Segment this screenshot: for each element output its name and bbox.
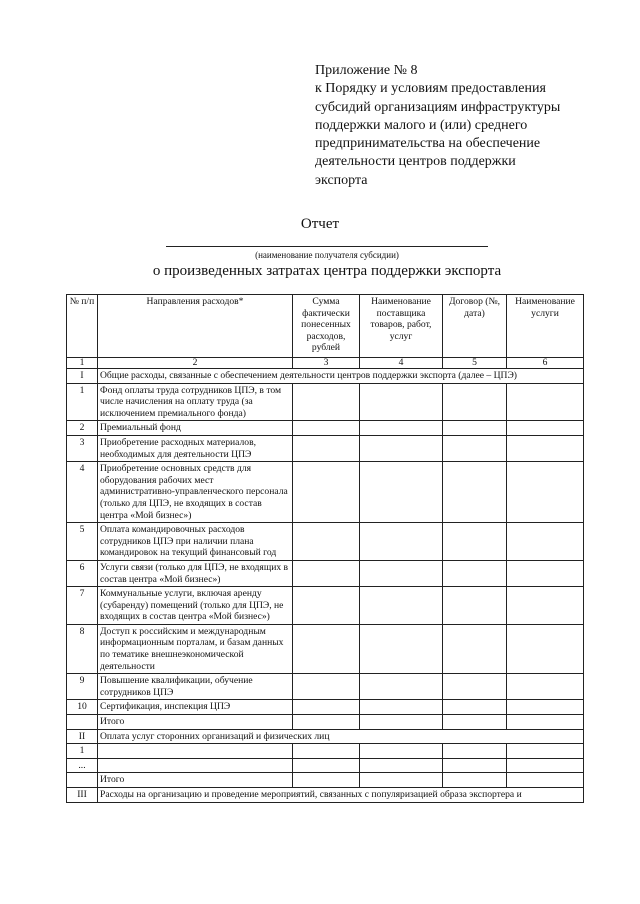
row-number: 2 (67, 421, 98, 436)
appendix-line: поддержки малого и (или) среднего (315, 117, 528, 133)
total-label: Итого (98, 715, 293, 730)
cell-contract[interactable] (443, 700, 507, 715)
cell-supplier[interactable] (360, 523, 443, 561)
header-contract: Договор (№, дата) (443, 295, 507, 358)
cell-supplier[interactable] (360, 462, 443, 523)
row-number: 9 (67, 674, 98, 700)
cell-contract[interactable] (443, 523, 507, 561)
cell-amount[interactable] (293, 421, 360, 436)
appendix-line: предпринимательства на обеспечение (315, 136, 541, 152)
row-number: 4 (67, 462, 98, 523)
cell-service[interactable] (507, 462, 584, 523)
row-expense: Повышение квалификации, обучение сотрудников ЦПЭ (98, 674, 293, 700)
header-expense-direction: Направления расходов* (98, 295, 293, 358)
cell-amount[interactable] (293, 523, 360, 561)
cell-contract[interactable] (443, 624, 507, 673)
table-row (67, 700, 584, 715)
column-number: 5 (443, 358, 507, 369)
row-expense: Коммунальные услуги, включая аренду (субаренду) помещений (только для ЦПЭ, не входящих в состав центра «Мой бизнес») (98, 587, 293, 625)
appendix-line: Приложение № 8 (315, 63, 418, 78)
row-expense: Приобретение расходных материалов, необходимых для деятельности ЦПЭ (98, 435, 293, 461)
table-row (67, 383, 584, 421)
cell-service[interactable] (507, 674, 584, 700)
cell-amount[interactable] (293, 773, 360, 788)
table-row (67, 624, 584, 673)
cell-service[interactable] (507, 758, 584, 773)
row-number: 1 (67, 744, 98, 759)
column-number-row (67, 358, 584, 369)
cell-supplier[interactable] (360, 624, 443, 673)
row-number-empty (67, 715, 98, 730)
cell-supplier[interactable] (360, 435, 443, 461)
cell-service[interactable] (507, 715, 584, 730)
header-supplier: Наименование поставщика товаров, работ, услуг (360, 295, 443, 358)
row-number-empty (67, 773, 98, 788)
table-row (67, 587, 584, 625)
table-row (67, 560, 584, 586)
row-expense[interactable] (98, 758, 293, 773)
total-row (67, 715, 584, 730)
row-expense: Сертификация, инспекция ЦПЭ (98, 700, 293, 715)
row-number: 5 (67, 523, 98, 561)
cell-service[interactable] (507, 744, 584, 759)
table-row (67, 435, 584, 461)
cell-amount[interactable] (293, 744, 360, 759)
table-row (67, 744, 584, 759)
row-expense: Приобретение основных средств для оборудования рабочих мест административно-управленческого персонала (только для ЦПЭ, не входящих в состав центра «Мой бизнес») (98, 462, 293, 523)
section-row (67, 369, 584, 384)
cell-service[interactable] (507, 383, 584, 421)
row-number: ... (67, 758, 98, 773)
cell-service[interactable] (507, 773, 584, 788)
row-expense[interactable] (98, 744, 293, 759)
row-number: 8 (67, 624, 98, 673)
section-title: Общие расходы, связанные с обеспечением деятельности центров поддержки экспорта (далее – ЦПЭ) (98, 369, 584, 384)
column-number: 3 (293, 358, 360, 369)
cell-amount[interactable] (293, 624, 360, 673)
cell-service[interactable] (507, 587, 584, 625)
row-expense: Оплата командировочных расходов сотрудников ЦПЭ при наличии плана командировок на текущий финансовый год (98, 523, 293, 561)
cell-supplier[interactable] (360, 744, 443, 759)
cell-amount[interactable] (293, 700, 360, 715)
cell-supplier[interactable] (360, 421, 443, 436)
section-title: Расходы на организацию и проведение мероприятий, связанных с популяризацией образа экспортера и (98, 788, 584, 803)
cell-supplier[interactable] (360, 715, 443, 730)
row-number: 7 (67, 587, 98, 625)
row-number: 1 (67, 383, 98, 421)
cell-supplier[interactable] (360, 700, 443, 715)
appendix-line: экспорта (315, 172, 368, 188)
cell-service[interactable] (507, 624, 584, 673)
cell-contract[interactable] (443, 462, 507, 523)
cell-contract[interactable] (443, 435, 507, 461)
cell-amount[interactable] (293, 715, 360, 730)
cell-service[interactable] (507, 560, 584, 586)
column-number: 6 (507, 358, 584, 369)
cell-supplier[interactable] (360, 587, 443, 625)
column-number: 1 (67, 358, 98, 369)
row-number: 3 (67, 435, 98, 461)
row-expense: Доступ к российским и международным информационным порталам, и базам данных по тематике внешнеэкономической деятельности (98, 624, 293, 673)
row-number: 6 (67, 560, 98, 586)
table-row (67, 758, 584, 773)
header-service-name: Наименование услуги (507, 295, 584, 358)
cell-service[interactable] (507, 435, 584, 461)
total-row (67, 773, 584, 788)
cell-supplier[interactable] (360, 758, 443, 773)
header-number: № п/п (67, 295, 98, 358)
section-row (67, 788, 584, 803)
appendix-line: деятельности центров поддержки (315, 154, 516, 170)
row-expense: Фонд оплаты труда сотрудников ЦПЭ, в том числе начисления на оплату труда (за исключением премиального фонда) (98, 383, 293, 421)
section-number: II (67, 729, 98, 744)
cell-supplier[interactable] (360, 383, 443, 421)
cell-service[interactable] (507, 421, 584, 436)
row-expense: Премиальный фонд (98, 421, 293, 436)
column-number: 2 (98, 358, 293, 369)
report-subtitle: о произведенных затратах центра поддержки экспорта (152, 263, 502, 279)
appendix-header (315, 62, 615, 190)
cell-contract[interactable] (443, 773, 507, 788)
report-title: Отчет (300, 216, 340, 232)
cell-contract[interactable] (443, 421, 507, 436)
cell-contract[interactable] (443, 560, 507, 586)
table-row (67, 421, 584, 436)
cell-contract[interactable] (443, 758, 507, 773)
table-header-row (67, 295, 584, 358)
total-label: Итого (98, 773, 293, 788)
cell-contract[interactable] (443, 744, 507, 759)
cell-amount[interactable] (293, 560, 360, 586)
recipient-underline (166, 246, 488, 247)
cell-supplier[interactable] (360, 773, 443, 788)
expenses-table (66, 294, 584, 803)
cell-contract[interactable] (443, 587, 507, 625)
header-amount: Сумма фактически понесенных расходов, рублей (293, 295, 360, 358)
table-row (67, 674, 584, 700)
cell-amount[interactable] (293, 383, 360, 421)
section-number: I (67, 369, 98, 384)
cell-amount[interactable] (293, 674, 360, 700)
cell-supplier[interactable] (360, 560, 443, 586)
cell-service[interactable] (507, 523, 584, 561)
cell-contract[interactable] (443, 715, 507, 730)
cell-amount[interactable] (293, 435, 360, 461)
appendix-line: к Порядку и условиям предоставления (315, 81, 546, 97)
cell-contract[interactable] (443, 674, 507, 700)
cell-service[interactable] (507, 700, 584, 715)
table-row (67, 462, 584, 523)
section-title: Оплата услуг сторонних организаций и физических лиц (98, 729, 584, 744)
section-number: III (67, 788, 98, 803)
appendix-line: субсидий организациям инфраструктуры (315, 99, 561, 115)
recipient-caption: (наименование получателя субсидии) (255, 250, 399, 260)
cell-amount[interactable] (293, 587, 360, 625)
cell-amount[interactable] (293, 758, 360, 773)
column-number: 4 (360, 358, 443, 369)
table-row (67, 523, 584, 561)
cell-supplier[interactable] (360, 674, 443, 700)
section-row (67, 729, 584, 744)
cell-amount[interactable] (293, 462, 360, 523)
cell-contract[interactable] (443, 383, 507, 421)
row-number: 10 (67, 700, 98, 715)
row-expense: Услуги связи (только для ЦПЭ, не входящих в состав центра «Мой бизнес») (98, 560, 293, 586)
